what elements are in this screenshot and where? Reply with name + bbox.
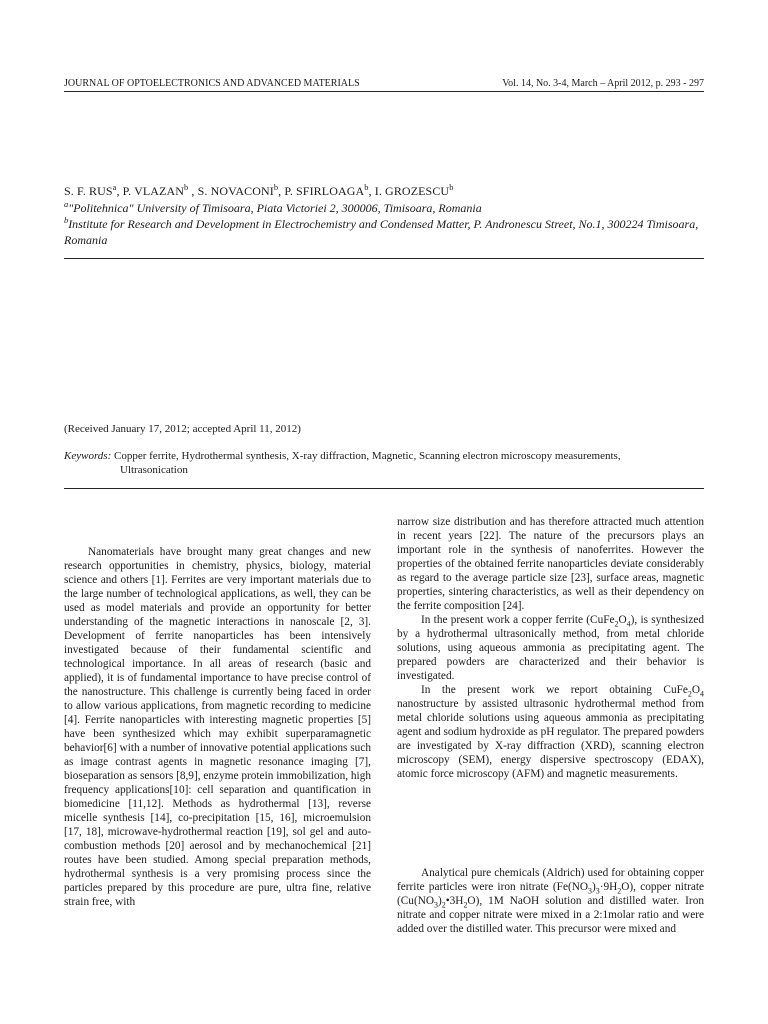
affiliation-a bbox=[64, 200, 704, 216]
keywords-label: Keywords: bbox=[64, 450, 112, 462]
paragraph: Nanomaterials have brought many great changes and new research opportunities in chemistry, physics, biology, material science and others [1]. Ferrites are very important materials due to the large number of technological applications, as well, they can be used as model materials and provide an opportunity for better understanding of the magnetic interactions in nanoscale [2, 3]. Development of ferrite nanoparticles has been intensively investigated because of their fundamental scientific and technological importance. In all areas of research (basic and applied), it is of fundamental importance to have precise control of the nanostructure. This challenge is currently being faced in order to allow various applications, from magnetic recording to medicine [4]. Ferrite nanoparticles with interesting magnetic properties [5] have been synthesized which may exhibit superparamagnetic behavior[6] with a number of innovative potential applications such as image contrast agents in magnetic resonance imaging [7], bioseparation as sensors [8,9], enzyme protein immobilization, high frequency applications[10]: cell separation and quantification in biomedicine [11,12]. Methods as hydrothermal [13], reverse micelle synthesis [14], co-precipitation [15, 16], microemulsion [17, 18], microwave-hydrothermal reaction [19], sol gel and auto-combustion methods [20] aerosol and by mechanochemical [21] routes have been studied. Among special preparation methods, hydrothermal synthesis is a very promising process since the particles prepared by this procedure are pure, ultra fine, relative strain free, with bbox=[64, 546, 371, 908]
right-column-top bbox=[397, 515, 704, 781]
journal-title: JOURNAL OF OPTOELECTRONICS AND ADVANCED MATERIALS bbox=[64, 78, 360, 89]
affiliation-mark: b bbox=[64, 216, 69, 225]
author-affiliation-mark: b bbox=[273, 183, 279, 192]
paragraph: In the present work we report obtaining $CuFe_2O_4$ nanostructure by assisted ultrasonic hydrothermal method from metal chloride solutions using aqueous ammonia as precipitating agent and sodium hydroxide as pH regulator. The prepared powders are investigated by X-ray diffraction (XRD), scanning electron microscopy (SEM), energy dispersive spectroscopy (EDAX), atomic force microscopy (AFM) and magnetic measurements. bbox=[397, 684, 704, 780]
header-rule bbox=[64, 91, 704, 92]
author-name: P. SFIRLOAGA bbox=[284, 184, 365, 198]
keywords bbox=[64, 449, 704, 477]
right-column-bottom bbox=[397, 866, 704, 936]
volume-info: Vol. 14, No. 3-4, March – April 2012, p. 293 - 297 bbox=[502, 78, 704, 89]
affiliation-rule bbox=[64, 258, 704, 259]
author-affiliation-mark: b bbox=[184, 183, 189, 192]
keywords-rule bbox=[64, 488, 704, 489]
paragraph: narrow size distribution and has therefore attracted much attention in recent years [22]. The nature of the precursors plays an important role in the synthesis of nanoferrites. However the properties of the obtained ferrite nanoparticles deviate considerably as regard to the average particle size [23], surface areas, magnetic properties, sintering characteristics, as well as their dependency on the ferrite composition [24]. bbox=[397, 516, 704, 612]
keywords-line-2: Ultrasonication bbox=[120, 464, 188, 476]
keywords-line-1: Copper ferrite, Hydrothermal synthesis, X-ray diffraction, Magnetic, Scanning electron microscopy measurements, bbox=[114, 450, 621, 462]
author-affiliation-mark: b bbox=[449, 183, 454, 192]
affiliation-text: Institute for Research and Development in Electrochemistry and Condensed Matter, P. Andronescu Street, No.1, 300224 Timisoara, Romania bbox=[64, 217, 699, 247]
author-name: P. VLAZAN bbox=[122, 184, 185, 198]
received-dates: (Received January 17, 2012; accepted April 11, 2012) bbox=[64, 423, 301, 435]
author-affiliation-mark: a bbox=[112, 183, 117, 192]
author-name: S. NOVACONI bbox=[197, 184, 274, 198]
author-name: I. GROZESCU bbox=[374, 184, 450, 198]
left-column bbox=[64, 545, 371, 909]
author-name: S. F. RUS bbox=[64, 184, 113, 198]
paragraph: In the present work a copper ferrite $(CuFe_2O_4)$, is synthesized by a hydrothermal ultrasonically method, from metal chloride solutions, using aqueous ammonia as precipitating agent. The prepared powders are characterized and their behavior is investigated. bbox=[397, 614, 704, 682]
author-affiliation-mark: b bbox=[364, 183, 369, 192]
affiliation-text: "Politehnica" University of Timisoara, Piata Victoriei 2, 300006, Timisoara, Romania bbox=[68, 201, 482, 215]
author-list: S. F. RUS$^a$, P. VLAZAN$^b$ , S. NOVACONI$^b$, P. SFIRLOAGA$^b$, I. GROZESCU$^b$ bbox=[64, 183, 454, 198]
paragraph: Analytical pure chemicals (Aldrich) used for obtaining copper ferrite particles were iron nitrate $(Fe(NO_3)_3\cdot 9H_2O)$, copper nitrate $(Cu(NO_3)_2•3H_2O)$, 1M NaOH solution and distilled water. Iron nitrate and copper nitrate were mixed in a 2:1molar ratio and were added over the distilled water. This precursor were mixed and bbox=[397, 867, 705, 935]
affiliation-b bbox=[64, 216, 704, 248]
affiliation-mark: a bbox=[64, 200, 69, 209]
